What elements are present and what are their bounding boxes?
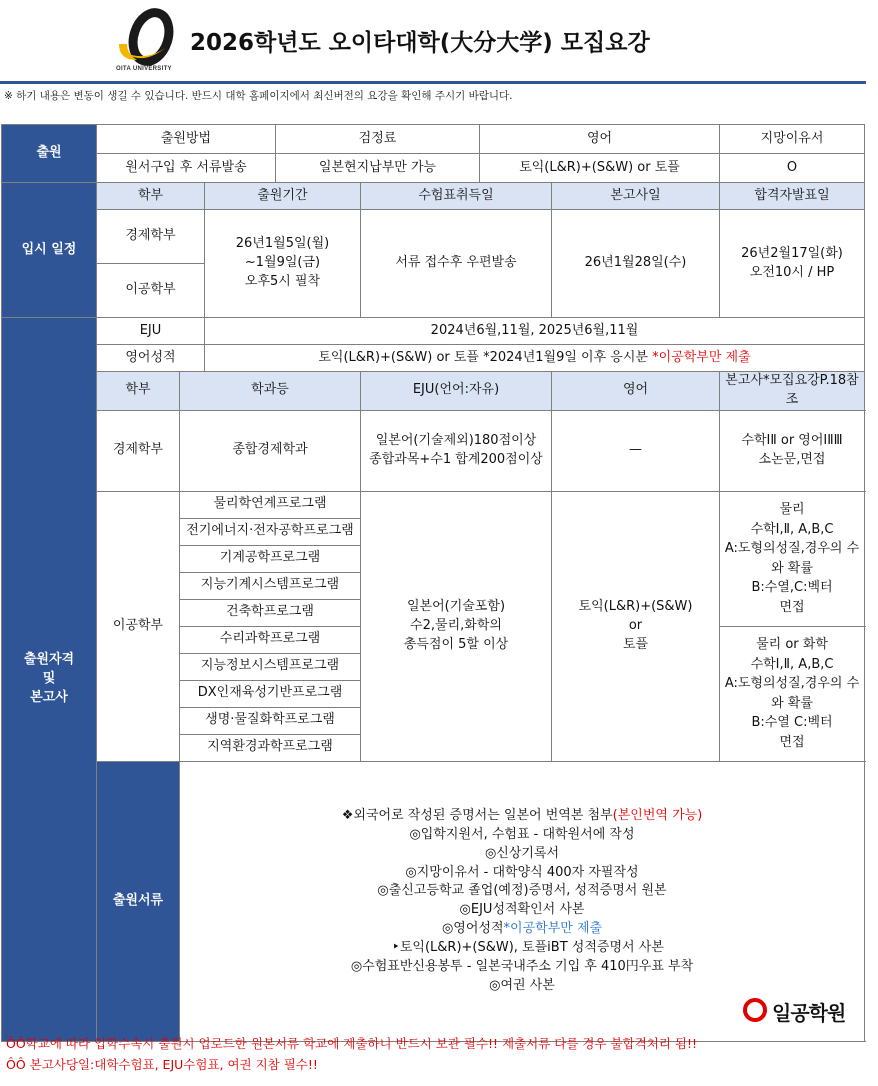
econ-eju-line: 종합과목+수1 합계200점이상 (369, 451, 543, 467)
section-qual-line: 및 (42, 670, 56, 686)
econ-faculty: 경제학부 (97, 410, 180, 491)
brand-circle-icon (743, 998, 767, 1022)
sci-program: 지능정보시스템프로그램 (180, 653, 361, 680)
doc-line: ◎신상기록서 (484, 845, 560, 861)
doc-line: ◎입학지원서, 수험표 - 대학원서에 작성 (409, 826, 635, 842)
section-documents: 출원서류 (97, 761, 180, 1041)
sched-announce-line: 26년2월17일(화) (741, 245, 843, 261)
exam-physics-line: A:도형의성질,경우의 수 (724, 541, 860, 557)
sci-program: 생명·물질화학프로그램 (180, 707, 361, 734)
sci-program: 지역환경과학프로그램 (180, 734, 361, 761)
econ-exam-line: 소논문,면접 (758, 451, 826, 467)
english-label: 영어성적 (97, 345, 205, 372)
brand-name: 일공학원 (772, 1001, 846, 1025)
section-qual-line: 출원자격 (23, 652, 75, 668)
logo-caption: OITA UNIVERSITY (116, 66, 172, 72)
exam-physics-line: 면접 (779, 599, 805, 615)
exam-chem-line: A:도형의성질,경우의 수 (724, 676, 860, 692)
eju-label: EJU (97, 318, 205, 345)
app-header-reason: 지망이유서 (720, 125, 865, 154)
doc-line: ◎출신고등학교 졸업(예정)증명서, 성적증명서 원본 (377, 883, 667, 899)
app-method: 원서구입 후 서류발송 (97, 154, 276, 183)
section-qualification (2, 318, 97, 1042)
exam-chem-line: 물리 or 화학 (756, 637, 828, 653)
doc-note: *이공학부만 제출 (503, 921, 603, 937)
qual-header-faculty: 학부 (97, 372, 180, 411)
exam-physics-line: 와 확률 (771, 560, 813, 576)
sched-header-period: 출원기간 (205, 183, 361, 210)
page-header (0, 0, 878, 102)
section-qual-line: 본고사 (30, 689, 68, 705)
sci-exam-chem (720, 626, 865, 761)
qual-header-dept: 학과등 (180, 372, 361, 411)
qual-header-exam: 본고사*모집요강P.18참조 (720, 372, 865, 411)
exam-chem-line: 와 확률 (771, 695, 813, 711)
sched-header-ticket: 수험표취득일 (361, 183, 552, 210)
doc-line: ‣토익(L&R)+(S&W), 토플iBT 성적증명서 사본 (392, 939, 664, 955)
sched-announce-line: 오전10시 / HP (749, 264, 835, 280)
econ-eju-line: 일본어(기술제외)180점이상 (375, 432, 537, 448)
econ-exam (720, 410, 865, 491)
sci-program: 물리학연계프로그램 (180, 491, 361, 518)
sci-program: 수리과학프로그램 (180, 626, 361, 653)
doc-text: ❖외국어로 작성된 증명서는 일본어 번역본 첨부 (341, 807, 613, 823)
section-schedule: 입시 일정 (2, 183, 97, 318)
sched-ticket: 서류 접수후 우편발송 (361, 210, 552, 318)
sci-english-line: 토플 (622, 636, 649, 652)
sched-header-announce: 합격자발표일 (720, 183, 865, 210)
econ-english: — (552, 410, 720, 491)
exam-chem-line: 면접 (779, 734, 805, 750)
app-header-english: 영어 (480, 125, 720, 154)
sched-header-exam: 본고사일 (552, 183, 720, 210)
sci-program: 건축학프로그램 (180, 599, 361, 626)
sci-exam-physics (720, 491, 865, 626)
econ-exam-line: 수학ⅠⅡ or 영어ⅠⅡⅢ (741, 432, 843, 448)
doc-line: ◎EJU성적확인서 사본 (459, 902, 585, 918)
app-reason: O (720, 154, 865, 183)
app-english: 토익(L&R)+(S&W) or 토플 (480, 154, 720, 183)
section-application: 출원 (2, 125, 97, 183)
sched-period-line: 26년1월5일(월) (235, 236, 330, 252)
page-title: 2026학년도 오이타대학(大分大学) 모집요강 (190, 30, 650, 56)
exam-chem-line: B:수열 C:벡터 (751, 715, 833, 731)
econ-dept: 종합경제학과 (180, 410, 361, 491)
sci-faculty: 이공학부 (97, 491, 180, 761)
doc-note: (본인번역 가능) (612, 807, 703, 823)
sci-program: DX인재육성기반프로그램 (180, 680, 361, 707)
sci-english (552, 491, 720, 761)
sched-period-line: 오후5시 필착 (244, 273, 321, 289)
sci-eju-line: 총득점이 5할 이상 (403, 636, 509, 652)
title-rule (0, 81, 866, 84)
admission-table (1, 124, 865, 1042)
sched-header-faculty: 학부 (97, 183, 205, 210)
sci-eju-line: 수2,물리,화학의 (410, 617, 502, 633)
brand-logo (743, 996, 861, 1028)
sci-eju-line: 일본어(기술포함) (406, 598, 506, 614)
notice-text: ※ 하기 내용은 변동이 생길 수 있습니다. 반드시 대학 홈페이지에서 최신버전의 요강을 확인해 주시기 바랍니다. (4, 90, 513, 102)
sci-english-line: or (628, 617, 643, 633)
sci-eju (361, 491, 552, 761)
doc-line: ◎여권 사본 (489, 977, 555, 993)
footer-note: ÔÔ 본고사당일:대학수험표, EJU수험표, 여권 지참 필수!! (6, 1057, 318, 1072)
sched-period (205, 210, 361, 318)
sci-program: 지능기계시스템프로그램 (180, 572, 361, 599)
exam-physics-line: 물리 (779, 502, 805, 518)
app-header-fee: 검정료 (276, 125, 480, 154)
app-header-method: 출원방법 (97, 125, 276, 154)
eju-value: 2024년6월,11월, 2025년6월,11월 (205, 318, 865, 345)
sched-period-line: ~1월9일(금) (244, 255, 321, 271)
sci-english-line: 토익(L&R)+(S&W) (578, 598, 693, 614)
app-fee: 일본현지납부만 가능 (276, 154, 480, 183)
doc-line (180, 920, 864, 939)
doc-line: ◎지망이유서 - 대학양식 400자 자필작성 (405, 864, 639, 880)
exam-physics-line: B:수열,C:벡터 (751, 580, 833, 596)
english-value (205, 345, 865, 372)
english-value-text: 토익(L&R)+(S&W) or 토플 *2024년1월9일 이후 응시분 (318, 349, 653, 365)
footer-note: ÔÔ학교에 따라 입학수속시 출원시 업로드한 원본서류 학교에 제출하니 반드시 보관 필수!! 제출서류 다를 경우 불합격처리 됨!! (6, 1036, 697, 1051)
qual-header-english: 영어 (552, 372, 720, 411)
doc-line (180, 807, 864, 826)
econ-eju (361, 410, 552, 491)
sci-program: 전기에너지·전자공학프로그램 (180, 518, 361, 545)
english-note: *이공학부만 제출 (652, 349, 751, 365)
sched-exam-date: 26년1월28일(수) (552, 210, 720, 318)
sci-program: 기계공학프로그램 (180, 545, 361, 572)
sched-faculty-econ: 경제학부 (97, 210, 205, 264)
doc-line: ◎수험표반신용봉투 - 일본국내주소 기입 후 410円우표 부착 (350, 958, 694, 974)
sched-faculty-sci: 이공학부 (97, 264, 205, 318)
qual-header-eju: EJU(언어:자유) (361, 372, 552, 411)
exam-physics-line: 수학Ⅰ,Ⅱ, A,B,C (750, 521, 834, 537)
doc-text: ◎영어성적 (441, 921, 504, 937)
exam-chem-line: 수학Ⅰ,Ⅱ, A,B,C (750, 656, 834, 672)
sched-announce (720, 210, 865, 318)
